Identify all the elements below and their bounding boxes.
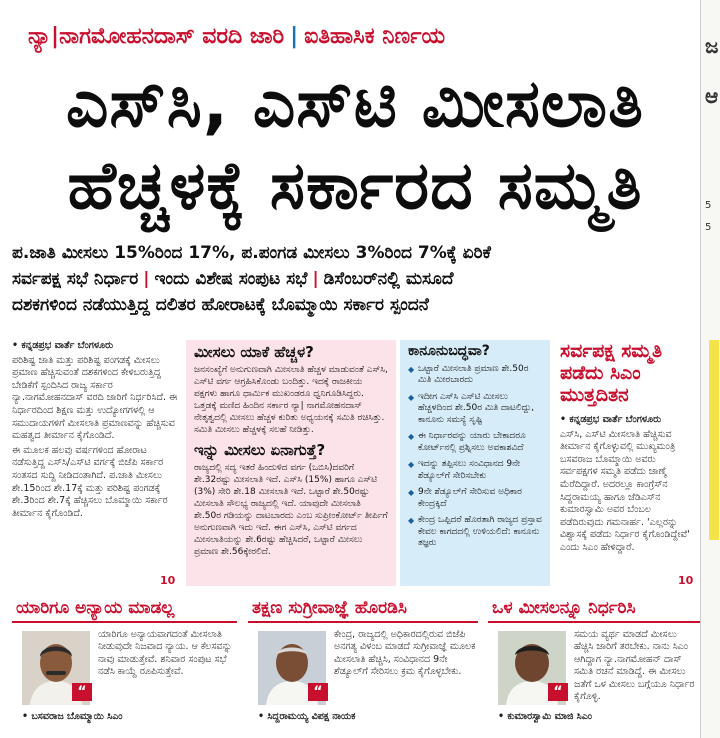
deck-pipe-1: | <box>143 269 150 289</box>
side-story-headline: ಸರ್ವಪಕ್ಷ ಸಮ್ಮತಿ ಪಡೆದು ಸಿಎಂ ಮುತ್ತದಿತನ <box>560 340 663 406</box>
list-item: ◆ ಇದನ್ನು ತಪ್ಪಿಸಲು ಸಂವಿಧಾನದ 9ನೇ ಶೆಡ್ಯೂಲ್‌ಗೆ ಸೇರಿಸಬೇಕು <box>408 459 542 482</box>
lead-paragraph-2: ಈ ಮೂಲಕ ಹಲವು ವರ್ಷಗಳಿಂದ ಹೋರಾಟ ನಡೆಸುತ್ತಿದ್ದ ಎಸ್‌ಸಿ/ಎಸ್‌ಟಿ ವರ್ಗಕ್ಕೆ ಬಿಜೆಪಿ ಸರ್ಕಾರ ಸಂತಸದ ಸುದ್ದಿ ನೀಡಿದಂತಾಗಿದೆ. ಪ.ಜಾತಿ ಮೀಸಲು ಶೇ.15ರಿಂದ ಶೇ.17ಕ್ಕೆ ಮತ್ತು ಪರಿಶಿಷ್ಟ ಪಂಗಡಕ್ಕೆ ಶೇ.3ರಿಂದ ಶೇ.7ಕ್ಕೆ ಹೆಚ್ಚಿಸಲು ಬೊಮ್ಮಾಯಿ ಸರ್ಕಾರ ತೀರ್ಮಾನ ಕೈಗೊಂಡಿದೆ. <box>12 444 168 519</box>
reaction-text: ಸಮಯ ವ್ಯರ್ಥ ಮಾಡದೆ ಮೀಸಲು ಹೆಚ್ಚಿಸಿ ಜಾರಿಗೆ ತರಬೇಕು. ನಾನು ಸಿಎಂ ಆಗಿದ್ದಾಗ ನ್ಯಾ.ನಾಗಮೋಹನ್ ದಾಸ್ ಸಮಿತಿ ರಚನೆ ಮಾಡಿದ್ದೆ. ಈ ಮೀಸಲು ಜತೆಗೆ ಒಳ ಮೀಸಲು ಬಗ್ಗೆಯೂ ನಿರ್ಧಾರ ಕೈಗೊಳ್ಳಿ. <box>574 629 695 703</box>
reaction-headline: ಯಾರಿಗೂ ಅನ್ಯಾಯ ಮಾಡಲ್ಲ <box>12 595 237 623</box>
side-paragraph: ಎಸ್‌ಸಿ, ಎಸ್‌ಟಿ ಮೀಸಲಾತಿ ಹೆಚ್ಚಿಸುವ ತೀರ್ಮಾನ ಕೈಗೊಳ್ಳುವಲ್ಲಿ ಮುಖ್ಯಮಂತ್ರಿ ಬಸವರಾಜ ಬೊಮ್ಮಾಯಿ ಅವರು ಸರ್ವಪಕ್ಷಗಳ ಸಮ್ಮತಿ ಪಡೆದು ಜಾಣ್ಮೆ ಮೆರೆದಿದ್ದಾರೆ. ಅದರಲ್ಲೂ ಕಾಂಗ್ರೆಸ್‌ನ ಸಿದ್ದರಾಮಯ್ಯ ಹಾಗೂ ಜೆಡಿಎಸ್‌ನ ಕುಮಾರಸ್ವಾಮಿ ಅವರ ಬೆಂಬಲ ಪಡೆದಿರುವುದು ಗಮನಾರ್ಹ. 'ಎಲ್ಲರನ್ನು ವಿಶ್ವಾಸಕ್ಕೆ ಪಡೆದು ನಿರ್ಧಾರ ಕೈಗೊಂಡಿದ್ದೇವೆ' ಎಂದು ಸಿಎಂ ಹೇಳಿದ್ದಾರೆ. <box>560 428 690 553</box>
reaction-card <box>488 595 700 738</box>
reaction-text: ಕೇಂದ್ರ, ರಾಜ್ಯದಲ್ಲಿ ಅಧಿಕಾರದಲ್ಲಿರುವ ಬಿಜೆಪಿ ಅನಗತ್ಯ ವಿಳಂಬ ಮಾಡದೆ ಸುಗ್ರೀವಾಜ್ಞೆ ಮೂಲಕ ಮೀಸಲಾತಿ ಹೆಚ್ಚಿಸಿ, ಸಂವಿಧಾನದ 9ನೇ ಶೆಡ್ಯೂಲ್‌ಗೆ ಸೇರಿಸಲು ಕ್ರಮ ಕೈಗೊಳ್ಳಬೇಕು. <box>334 629 476 678</box>
reaction-attribution: • ಸಿದ್ದರಾಮಯ್ಯ ವಿಪಕ್ಷ ನಾಯಕ <box>258 711 356 722</box>
kicker-part2: ಐತಿಹಾಸಿಕ ನಿರ್ಣಯ <box>304 24 446 49</box>
deck-pipe-2: | <box>312 269 319 289</box>
lead-article <box>12 340 182 586</box>
adjacent-fragment: ಆ <box>705 84 719 108</box>
deck-line2-c: ಡಿಸೆಂಬರ್‌ನಲ್ಲಿ ಮಸೂದೆ <box>323 269 454 289</box>
reaction-card <box>12 595 237 738</box>
adjacent-fragment: 5 <box>705 222 712 233</box>
deck-line2-a: ಸರ್ವಪಕ್ಷ ಸಭೆ ನಿರ್ಧಾರ <box>12 269 139 289</box>
explainer-question-2: ಇನ್ನು ಮೀಸಲು ಏನಾಗುತ್ತೆ? <box>194 441 326 459</box>
lead-byline: • ಕನ್ನಡಪ್ರಭ ವಾರ್ತೆ ಬೆಂಗಳೂರು <box>12 340 114 351</box>
explainer-box <box>186 340 396 586</box>
list-item: ◆ ಕೇಂದ್ರ ಒಪ್ಪಿದರೆ ಹೊರತಾಗಿ ರಾಜ್ಯದ ಪ್ರಸ್ತಾವ ಕೇವಲ ಕಾಗದದಲ್ಲಿ ಉಳಿಯಲಿದೆ: ಕಾನೂನು ತಜ್ಞರು <box>408 515 542 550</box>
reaction-card <box>248 595 478 738</box>
deck-line3: ದಶಕಗಳಿಂದ ನಡೆಯುತ್ತಿದ್ದ ದಲಿತರ ಹೋರಾಟಕ್ಕೆ ಬೊಮ್ಮಾಯಿ ಸರ್ಕಾರ ಸ್ಪಂದನೆ <box>12 295 429 315</box>
reaction-attribution: • ಕುಮಾರಸ್ವಾಮಿ ಮಾಜಿ ಸಿಎಂ <box>498 711 593 722</box>
list-item: ◆ ಈ ನಿರ್ಧಾರವನ್ನು ಯಾರು ಬೇಕಾದರೂ ಕೋರ್ಟ್‌ನಲ್ಲಿ ಪ್ರಶ್ನಿಸಲು ಅವಕಾಶವಿದೆ <box>408 431 542 454</box>
headline-line1: ಎಸ್‌ಸಿ, ಎಸ್‌ಟಿ ಮೀಸಲಾತಿ <box>66 65 644 142</box>
list-item: ◆ ಒಟ್ಟಾರೆ ಮೀಸಲಾತಿ ಪ್ರಮಾಣ ಶೇ.50ರ ಮಿತಿ ಮೀರಬಾರದು <box>408 364 542 387</box>
legal-box <box>400 340 550 586</box>
reaction-headline: ಒಳ ಮೀಸಲನ್ನೂ ನಿರ್ಧರಿಸಿ <box>488 595 700 623</box>
explainer-answer-2: ರಾಜ್ಯದಲ್ಲಿ ಸದ್ಯ ಇತರೆ ಹಿಂದುಳಿದ ವರ್ಗ (ಒಬಿಸಿ)ದವರಿಗೆ ಶೇ.32ರಷ್ಟು ಮೀಸಲಾತಿ ಇದೆ. ಎಸ್‌ಸಿ (15%) ಹಾಗೂ ಎಸ್‌ಟಿ (3%) ಸೇರಿ ಶೇ.18 ಮೀಸಲಾತಿ ಇದೆ. ಒಟ್ಟಾರೆ ಶೇ.50ರಷ್ಟು ಮೀಸಲಾತಿ ಸೌಲಭ್ಯ ರಾಜ್ಯದಲ್ಲಿ ಇದೆ. ಯಾವುದೇ ಮೀಸಲಾತಿ ಶೇ.50ರ ಗಡಿಯನ್ನು ದಾಟಬಾರದು ಎಂಬ ಸುಪ್ರೀಂಕೋರ್ಟ್ ತೀರ್ಪಿಗೆ ಅನುಗುಣವಾಗಿ ಇದು ಇದೆ. ಈಗ ಎಸ್‌ಸಿ, ಎಸ್‌ಟಿ ವರ್ಗದ ಮೀಸಲಾತಿಯನ್ನು ಶೇ.6ರಷ್ಟು ಹೆಚ್ಚಿಸಿದರೆ, ಒಟ್ಟಾರೆ ಮೀಸಲು ಪ್ರಮಾಣ ಶೇ.56ಕ್ಕೇರಲಿದೆ. <box>194 463 388 557</box>
reaction-attribution: • ಬಸವರಾಜ ಬೊಮ್ಮಾಯಿ ಸಿಎಂ <box>22 711 123 722</box>
deck-line1: ಪ.ಜಾತಿ ಮೀಸಲು 15%ರಿಂದ 17%, ಪ.ಪಂಗಡ ಮೀಸಲು 3%ರಿಂದ 7%ಕ್ಕೆ ಏರಿಕೆ <box>12 243 491 263</box>
adjacent-page-edge <box>700 0 720 738</box>
reaction-headline: ತಕ್ಷಣ ಸುಗ್ರೀವಾಜ್ಞೆ ಹೊರಡಿಸಿ <box>248 595 478 623</box>
quote-icon: “ <box>72 683 92 701</box>
kicker-separator: | <box>290 24 299 49</box>
quote-icon: “ <box>308 683 328 701</box>
side-story <box>560 414 696 586</box>
legal-list <box>408 364 542 550</box>
adjacent-highlight-bar <box>709 340 719 540</box>
side-byline: • ಕನ್ನಡಪ್ರಭ ವಾರ್ತೆ ಬೆಂಗಳೂರು <box>560 414 662 425</box>
list-item: ◆ 9ನೇ ಶೆಡ್ಯೂಲ್‌ಗೆ ಸೇರಿಸುವ ಅಧಿಕಾರ ಕೇಂದ್ರಕ್ಕಿದೆ <box>408 487 542 510</box>
legal-box-title: ಕಾನೂನುಬದ್ಧವಾ? <box>408 343 490 359</box>
deck-line2-b: ಇಂದು ವಿಶೇಷ ಸಂಪುಟ ಸಭೆ <box>154 269 308 289</box>
deck-line2 <box>12 266 700 292</box>
reactions-row <box>12 595 700 738</box>
adjacent-fragment: 5 <box>705 200 712 211</box>
explainer-answer-1: ಜನಸಂಖ್ಯೆಗೆ ಅನುಗುಣವಾಗಿ ಮೀಸಲಾತಿ ಹೆಚ್ಚಳ ಮಾಡುವಂತೆ ಎಸ್‌ಸಿ, ಎಸ್‌ಟಿ ವರ್ಗ ಆಗ್ರಹಿಸಿಕೊಂಡು ಬಂದಿತ್ತು. ಇದಕ್ಕೆ ರಾಜಕೀಯ ಪಕ್ಷಗಳು ಹಾಗೂ ಧಾರ್ಮಿಕ ಮುಖಂಡರೂ ಧ್ವನಿಗೂಡಿಸಿದ್ದರು. ಒತ್ತಡಕ್ಕೆ ಮಣಿದ ಹಿಂದಿನ ಸರ್ಕಾರ ನ್ಯಾ| ನಾಗಮೋಹನದಾಸ್ ನೇತೃತ್ವದಲ್ಲಿ ಮೀಸಲು ಹೆಚ್ಚಳ ಕುರಿತು ಅಧ್ಯಯನಕ್ಕೆ ಸಮಿತಿ ರಚಿಸಿತ್ತು. ಸಮಿತಿ ಮೀಸಲು ಹೆಚ್ಚಳಕ್ಕೆ ಸಲಹೆ ನೀಡಿತ್ತು. <box>194 365 388 435</box>
headline-line2: ಹೆಚ್ಚಳಕ್ಕೆ ಸರ್ಕಾರದ ಸಮ್ಮತಿ <box>67 147 643 224</box>
lead-continue-page: 10 <box>160 574 176 587</box>
kicker <box>28 24 445 49</box>
explainer-question-1: ಮೀಸಲು ಯಾಕೆ ಹೆಚ್ಚಳ? <box>194 343 314 361</box>
list-item: ◆ ಇದೀಗ ಎಸ್‌ಸಿ ಎಸ್‌ಟಿ ಮೀಸಲು ಹೆಚ್ಚಳದಿಂದ ಶೇ.50ರ ಮಿತಿ ದಾಟಲಿದ್ದು, ಕಾನೂನು ಸಮಸ್ಯೆ ಸೃಷ್ಟಿ <box>408 392 542 427</box>
side-continue-page: 10 <box>678 574 694 587</box>
kicker-part1: ನ್ಯಾ|ನಾಗಮೋಹನದಾಸ್ ವರದಿ ಜಾರಿ <box>28 24 285 49</box>
quote-icon: “ <box>548 683 568 701</box>
lead-paragraph-1: ಪರಿಶಿಷ್ಟ ಜಾತಿ ಮತ್ತು ಪರಿಶಿಷ್ಟ ಪಂಗಡಕ್ಕೆ ಮೀಸಲು ಪ್ರಮಾಣ ಹೆಚ್ಚಿಸುವಂತೆ ದಶಕಗಳಿಂದ ಕೇಳಿಬರುತ್ತಿದ್ದ ಬೇಡಿಕೆಗೆ ಸ್ಪಂದಿಸಿದ ರಾಜ್ಯ ಸರ್ಕಾರ ನ್ಯಾ.ನಾಗಮೋಹನದಾಸ್ ವರದಿ ಜಾರಿಗೆ ನಿರ್ಧರಿಸಿದೆ. ಈ ನಿರ್ಧಾರದಿಂದ ಶಿಕ್ಷಣ ಮತ್ತು ಉದ್ಯೋಗಗಳಲ್ಲಿ ಆ ಸಮುದಾಯಗಳಿಗೆ ಮೀಸಲಾತಿ ಪ್ರಮಾಣವನ್ನು ಹೆಚ್ಚಿಸುವ ಮಹತ್ವದ ತೀರ್ಮಾನ ಕೈಗೊಂಡಿದೆ. <box>12 354 178 442</box>
adjacent-fragment: ಜ <box>705 34 719 58</box>
reaction-text: ಯಾರಿಗೂ ಅನ್ಯಾಯವಾಗದಂತೆ ಮೀಸಲಾತಿ ನೀಡುವುದೇ ನಿಜವಾದ ನ್ಯಾಯ. ಆ ಕೆಲಸವನ್ನು ನಾವು ಮಾಡುತ್ತೇವೆ. ಶನಿವಾರ ಸಂಪುಟ ಸಭೆ ನಡೆಸಿ ಕಾಯ್ದೆ ರೂಪಿಸುತ್ತೇವೆ. <box>98 629 233 678</box>
